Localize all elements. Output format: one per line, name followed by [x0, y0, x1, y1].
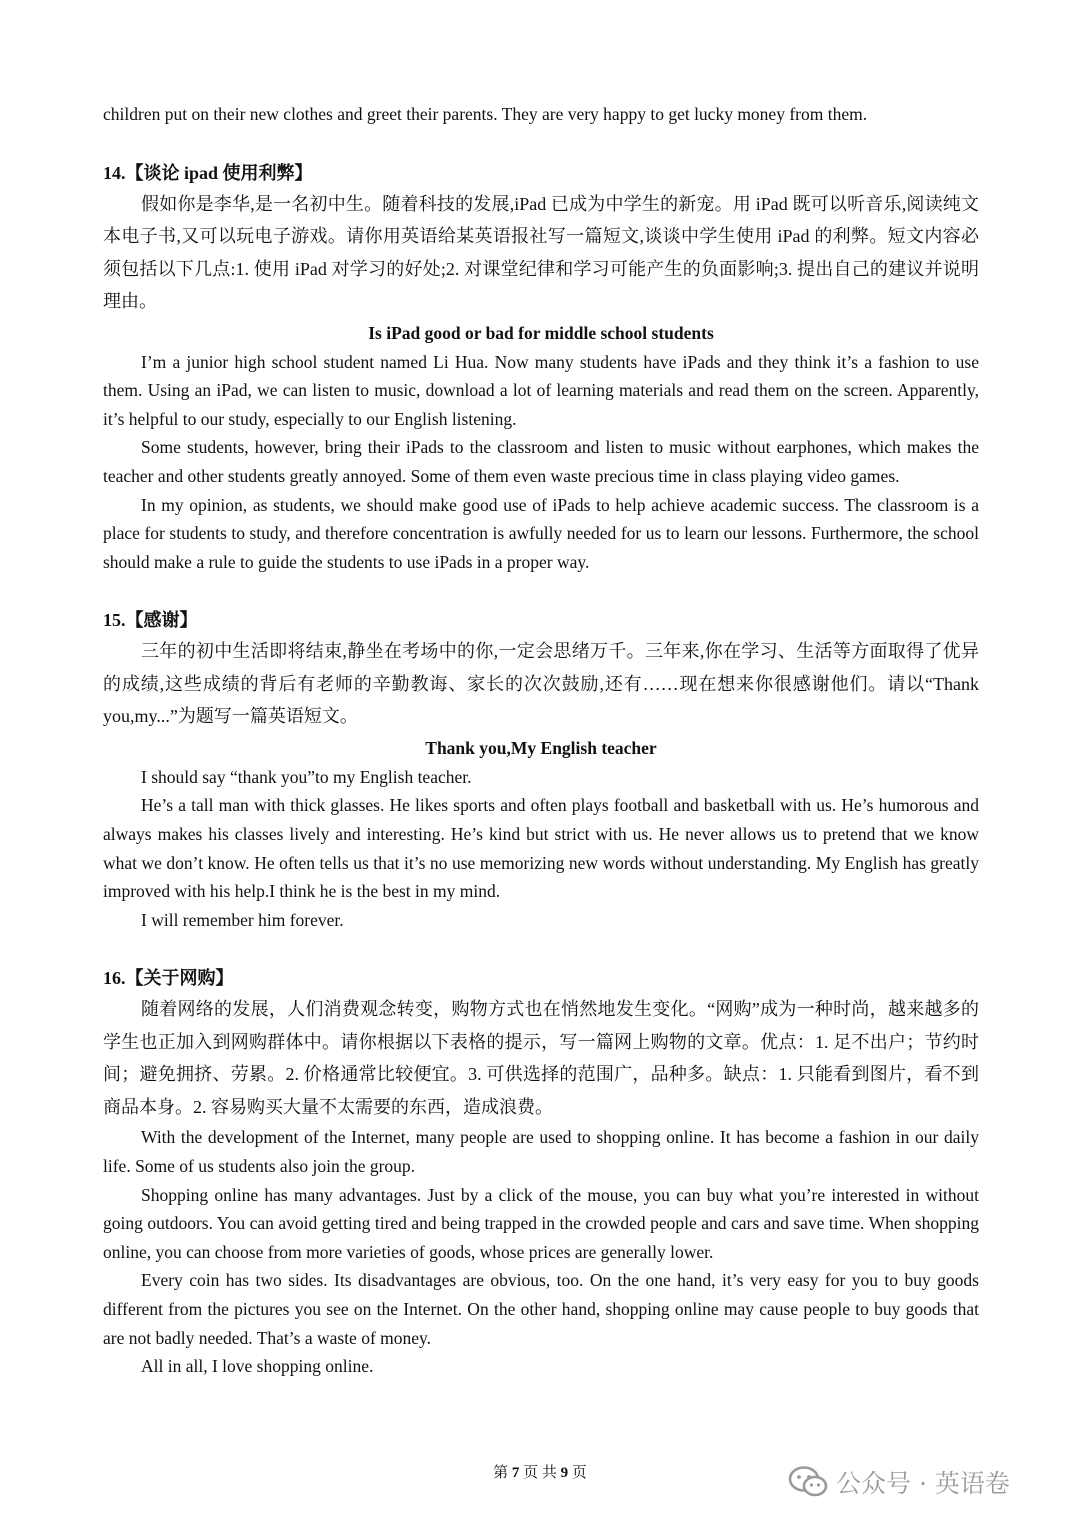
- section-number: 15.: [103, 610, 126, 631]
- section-prompt: 三年的初中生活即将结束,静坐在考场中的你,一定会思绪万千。三年来,你在学习、生活等方面取得了优异的成绩,这些成绩的背后有老师的辛勤教诲、家长的次次鼓励,还有……现在想来你很感谢他们。请以“Thank you,my...”为题写一篇英语短文。: [103, 641, 979, 727]
- footer-suffix: 页: [571, 1465, 587, 1481]
- section-number: 14.: [103, 162, 126, 183]
- document-body: [103, 100, 979, 1381]
- section-number: 16.: [103, 968, 126, 989]
- essay-paragraph: With the development of the Internet, many people are used to shopping online. It has become a fashion in our daily life. Some of us students also join the group.: [103, 1127, 979, 1176]
- section-prompt: 假如你是李华,是一名初中生。随着科技的发展,iPad 已成为中学生的新宠。用 iPad 既可以听音乐,阅读纯文本电子书,又可以玩电子游戏。请你用英语给某英语报社写一篇短文,谈谈中学生使用 iPad 的利弊。短文内容必须包括以下几点:1. 使用 iPad 对学习的好处;2. 对课堂纪律和学习可能产生的负面影响;3. 提出自己的建议并说明理由。: [103, 193, 979, 312]
- section-heading: [103, 963, 979, 993]
- section-heading-text: 【关于网购】: [125, 968, 234, 989]
- essay-paragraph: All in all, I love shopping online.: [141, 1356, 374, 1377]
- total-page-number: 9: [560, 1465, 569, 1481]
- section-16: [103, 963, 979, 1380]
- essay-title: Thank you,My English teacher: [425, 737, 657, 758]
- essay-paragraph: Every coin has two sides. Its disadvantages are obvious, too. On the one hand, it’s very easy for you to buy goods different from the pictures you see on the Internet. On the other hand, shopping online may cause people to buy goods that are not badly needed. That’s a waste of money.: [103, 1270, 979, 1348]
- watermark-text: 公众号 · 英语卷: [836, 1469, 1010, 1498]
- footer-middle: 页 共: [523, 1465, 557, 1481]
- watermark: [788, 1462, 1010, 1502]
- essay-paragraph: I should say “thank you”to my English teacher.: [141, 766, 472, 787]
- wechat-icon: [788, 1465, 828, 1499]
- essay-paragraph: Some students, however, bring their iPads to the classroom and listen to music without earphones, which makes the teacher and other students greatly annoyed. Some of them even waste precious time in class playing video games.: [103, 437, 979, 486]
- top-paragraph: children put on their new clothes and greet their parents. They are very happy to get lucky money from them.: [103, 104, 868, 124]
- footer-prefix: 第: [493, 1465, 509, 1481]
- essay-paragraph: Shopping online has many advantages. Just by a click of the mouse, you can buy what you’re interested in without going outdoors. You can avoid getting tired and being trapped in the crowded people and cars and save time. When shopping online, you can choose from more varieties of goods, whose prices are generally lower.: [103, 1184, 979, 1262]
- essay-paragraph: I’m a junior high school student named Li Hua. Now many students have iPads and they think it’s a fashion to use them. Using an iPad, we can listen to music, download a lot of learning materials and read them on the screen. Apparently, it’s helpful to our study, especially to our English listening.: [103, 351, 979, 429]
- section-heading-text: 【谈论 ipad 使用利弊】: [125, 162, 313, 183]
- essay-paragraph: In my opinion, as students, we should make good use of iPads to help achieve academic success. The classroom is a place for students to study, and therefore concentration is awfully needed for us to learn our lessons. Furthermore, the school should make a rule to guide the students to use iPads in a proper way.: [103, 494, 979, 572]
- section-heading-text: 【感谢】: [125, 610, 198, 631]
- section-14: [103, 158, 979, 577]
- essay-title: Is iPad good or bad for middle school students: [368, 322, 714, 343]
- section-prompt: 随着网络的发展，人们消费观念转变，购物方式也在悄然地发生变化。“网购”成为一种时尚，越来越多的学生也正加入到网购群体中。请你根据以下表格的提示，写一篇网上购物的文章。优点：1. 足不出户；节约时间；避免拥挤、劳累。2. 价格通常比较便宜。3. 可供选择的范围广，品种多。缺点：1. 只能看到图片，看不到商品本身。2. 容易购买大量不太需要的东西，造成浪费。: [103, 999, 979, 1117]
- section-heading: [103, 605, 979, 635]
- essay-paragraph: He’s a tall man with thick glasses. He likes sports and often plays football and basketball with us. He’s humorous and always makes his classes lively and interesting. He’s kind but strict with us. He never allows us to pretend that we know what we don’t know. He often tells us that it’s no use memorizing new words without understanding. My English has greatly improved with his help.I think he is the best in my mind.: [103, 795, 979, 902]
- current-page-number: 7: [511, 1465, 520, 1481]
- section-heading: [103, 158, 979, 188]
- section-15: [103, 605, 979, 934]
- essay-paragraph: I will remember him forever.: [141, 909, 344, 930]
